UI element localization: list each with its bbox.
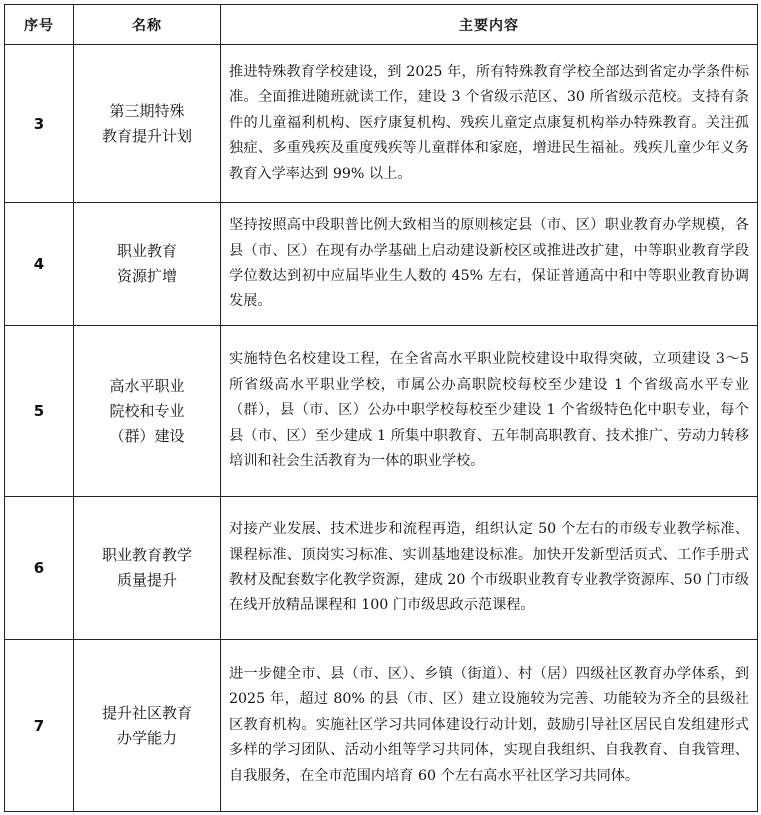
row-content: 实施特色名校建设工程，在全省高水平职业院校建设中取得突破，立项建设 3～5 所省级高水平职业学校，市属公办高职院校每校至少建设 1 个省级高水平专业（群），县（市、区）公办中职学校每校至少建设 1 个省级特色化中职专业，每个县（市、区）至少建成 1 所集中职教育、五年制高职教育、技术推广、劳动力转移培训和社会生活教育为一体的职业学校。 xyxy=(221,326,758,497)
header-seq: 序号 xyxy=(5,5,74,45)
row-name-line: （群）建设 xyxy=(109,426,185,445)
header-name: 名称 xyxy=(74,5,221,45)
row-name xyxy=(74,497,221,640)
row-seq: 5 xyxy=(5,326,74,497)
row-name-line: 职业教育 xyxy=(116,242,177,260)
header-row xyxy=(5,5,758,45)
row-content: 进一步健全市、县（市、区）、乡镇（街道）、村（居）四级社区教育办学体系，到 2025 年，超过 80% 的县（市、区）建立设施较为完善、功能较为齐全的县级社区教育机构。实施社区学习共同体建设行动计划，鼓励引导社区居民自发组建形式多样的学习团队、活动小组等学习共同体，实现自我组织、自我教育、自我管理、自我服务，在全市范围内培育 60 个左右高水平社区学习共同体。 xyxy=(221,640,758,812)
row-content: 推进特殊教育学校建设，到 2025 年，所有特殊教育学校全部达到省定办学条件标准。全面推进随班就读工作，建设 3 个省级示范区、30 所省级示范校。支持有条件的儿童福利机构、医疗康复机构、残疾儿童定点康复机构举办特殊教育。关注孤独症、多重残疾及重度残疾等儿童群体和家庭，增进民生福祉。残疾儿童少年义务教育入学率达到 99% 以上。 xyxy=(221,45,758,203)
row-name xyxy=(74,45,221,203)
row-name xyxy=(74,326,221,497)
row-name-line: 资源扩增 xyxy=(116,267,177,285)
table-row xyxy=(5,203,758,326)
row-content: 对接产业发展、技术进步和流程再造，组织认定 50 个左右的市级专业教学标准、课程标准、顶岗实习标准、实训基地建设标准。加快开发新型活页式、工作手册式教材及配套数字化教学资源，建成 20 个市级职业教育专业教学资源库、50 门市级在线开放精品课程和 100 门市级思政示范课程。 xyxy=(221,497,758,640)
row-name-line: 职业教育教学 xyxy=(101,546,192,564)
row-name-line: 第三期特殊 xyxy=(109,101,185,120)
row-seq: 7 xyxy=(5,640,74,812)
row-name-line: 质量提升 xyxy=(116,571,177,589)
table-row xyxy=(5,640,758,812)
row-seq: 4 xyxy=(5,203,74,326)
header-content: 主要内容 xyxy=(221,5,758,45)
row-name-line: 高水平职业 xyxy=(109,376,185,395)
row-name-line: 教育提升计划 xyxy=(101,126,192,145)
table-row xyxy=(5,326,758,497)
plan-table xyxy=(4,4,758,812)
row-name-line: 提升社区教育 xyxy=(101,703,192,722)
table-row xyxy=(5,497,758,640)
row-content: 坚持按照高中段职普比例大致相当的原则核定县（市、区）职业教育办学规模，各县（市、区）在现有办学基础上启动建设新校区或推进改扩建，中等职业教育学段学位数达到初中应届毕业生人数的 45% 左右，保证普通高中和中等职业教育协调发展。 xyxy=(221,203,758,326)
row-seq: 3 xyxy=(5,45,74,203)
row-name-line: 办学能力 xyxy=(116,728,177,747)
row-seq: 6 xyxy=(5,497,74,640)
row-name-line: 院校和专业 xyxy=(109,401,185,420)
table-row xyxy=(5,45,758,203)
row-name xyxy=(74,203,221,326)
row-name xyxy=(74,640,221,812)
